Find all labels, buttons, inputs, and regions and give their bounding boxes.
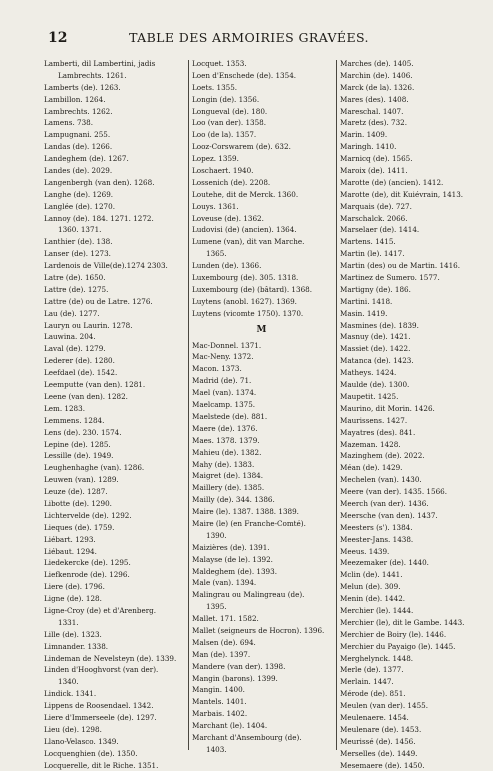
index-entry: Liere d'Immerseele (de). 1297. [44, 712, 157, 722]
index-entry: Meezemaker (de). 1440. [340, 558, 429, 568]
index-entry: Luxembourg (de). 305. 1318. [192, 273, 299, 283]
index-entry: Lamberts (de). 1263. [44, 82, 121, 92]
index-entry: Mazeman. 1428. [340, 439, 401, 449]
index-entry: Lippens de Roosendael. 1342. [44, 701, 154, 711]
index-entry: Massiet (de). 1422. [340, 344, 411, 354]
index-entry: Ludovisi (de) (ancien). 1364. [192, 225, 297, 235]
index-entry: Lamens. 738. [44, 118, 94, 128]
index-entry: Merselles (de). 1449. [340, 748, 418, 758]
index-entry: Marbais. 1402. [192, 709, 248, 719]
index-entry: Masmines (de). 1839. [340, 320, 419, 330]
index-entry: Maire (le). 1387. 1388. 1389. [192, 507, 299, 517]
index-entry: Lauwina. 204. [44, 332, 96, 342]
index-entry: Mayatres (des). 841. [340, 427, 416, 437]
index-entry: Linden d'Hooghvorst (van der). [44, 665, 159, 675]
index-entry: Martens. 1415. [340, 237, 396, 247]
index-entry: Matanca (de). 1423. [340, 356, 414, 366]
index-entry: Melun (de). 309. [340, 582, 401, 592]
index-entry: Meere (van der). 1435. 1566. [340, 487, 448, 497]
index-entry: Loets. 1355. [192, 82, 238, 92]
index-entry-continuation: 1331. [58, 617, 79, 627]
index-entry: Lamberti, dil Lambertini, jadis [44, 59, 156, 68]
index-entry: Liébaut. 1294. [44, 546, 97, 556]
index-entry: Lieu (de). 1298. [44, 724, 102, 734]
index-entry: Langlée (de). 1270. [44, 201, 115, 211]
index-entry: Merchier (le). 1444. [340, 605, 414, 615]
index-entry: Marschalck. 2066. [340, 213, 408, 223]
index-entry: Marck (de la). 1326. [340, 82, 415, 92]
index-entry: Liedekercke (de). 1295. [44, 558, 131, 568]
index-entry: Lattre (de) ou de Latre. 1276. [44, 296, 153, 306]
index-entry: Mahy (de). 1383. [192, 459, 255, 469]
index-entry: Mangin (barons). 1399. [192, 673, 278, 683]
index-entry: Leefdael (de). 1542. [44, 368, 118, 378]
index-entry: Meurissé (de). 1456. [340, 736, 416, 746]
index-entry: Maretz (des). 732. [340, 118, 408, 128]
index-entry: Maroix (de). 1411. [340, 166, 408, 176]
index-entry: Marquais (de). 727. [340, 201, 412, 211]
index-entry: Martin (le). 1417. [340, 249, 405, 259]
index-entry: Mandere (van der). 1398. [192, 661, 286, 671]
index-entry: Lambillon. 1264. [44, 94, 106, 104]
index-entry: Lunden (de). 1366. [192, 261, 262, 271]
index-entry: Male (van). 1394. [192, 578, 257, 588]
index-entry: Lille (de). 1323. [44, 629, 102, 639]
index-entry: Laval (de). 1279. [44, 344, 106, 354]
index-entry: Merlain. 1447. [340, 677, 394, 687]
index-entry: Lem. 1283. [44, 403, 85, 413]
index-entry: Martinez de Sumero. 1577. [340, 273, 440, 283]
index-entry-continuation: 1390. [206, 530, 227, 540]
index-entry: Maelcamp. 1375. [192, 400, 256, 410]
index-entry: Libotte (de). 1290. [44, 498, 112, 508]
index-entry: Lumene (van), dit van Marche. [192, 237, 305, 247]
index-entry: Loo (de la). 1357. [192, 130, 257, 140]
index-entry: Lardenois de Ville(de).1274 2303. [44, 261, 168, 271]
index-entry: Loveuse (de). 1362. [192, 213, 264, 223]
index-columns [44, 58, 468, 770]
index-entry: Marotte (de) (ancien). 1412. [340, 177, 444, 187]
index-entry: Man (de). 1397. [192, 649, 251, 659]
index-entry: Longueval (de). 180. [192, 106, 268, 116]
index-entry: Mantels. 1401. [192, 697, 247, 707]
index-entry: Lau (de). 1277. [44, 308, 100, 318]
index-entry: Marselaer (de). 1414. [340, 225, 420, 235]
index-entry: Maes. 1378. 1379. [192, 435, 260, 445]
index-entry: Madrid (de). 71. [192, 376, 252, 386]
index-entry: Mclin (de). 1441. [340, 570, 403, 580]
index-entry: Marchin (de). 1406. [340, 70, 413, 80]
index-entry: Maizières (de). 1391. [192, 542, 270, 552]
index-entry: Loen d'Enschede (de). 1354. [192, 70, 297, 80]
index-entry-continuation: 1365. [206, 249, 227, 259]
index-entry: Merghelynck. 1448. [340, 653, 414, 663]
index-entry: Landeghem (de). 1267. [44, 154, 129, 164]
index-entry: Lambrechts. 1262. [44, 106, 113, 116]
index-entry: Mallet. 171. 1582. [192, 614, 259, 624]
index-entry: Merchier de Boiry (le). 1446. [340, 629, 447, 639]
index-entry-continuation: 1360. 1371. [58, 225, 102, 235]
index-entry: Mérode (de). 851. [340, 689, 406, 699]
index-entry: Maigret (de). 1384. [192, 471, 264, 481]
index-entry: Maldeghem (de). 1393. [192, 566, 277, 576]
page-title: TABLE DES ARMOIRIES GRAVÉES. [129, 30, 369, 45]
index-entry: Macon. 1373. [192, 364, 242, 374]
index-entry: Maurino, dit Morin. 1426. [340, 403, 435, 413]
index-entry: Leene (van den). 1282. [44, 391, 128, 401]
index-entry: Mac-Neny. 1372. [192, 352, 254, 362]
index-entry: Luytens (vicomte 1750). 1370. [192, 308, 304, 318]
index-entry: Marnicq (de). 1565. [340, 154, 413, 164]
index-entry: Menin (de). 1442. [340, 594, 406, 604]
index-entry: Lauryn ou Laurin. 1278. [44, 320, 133, 330]
column-divider [188, 60, 189, 750]
index-entry: Maupetit. 1425. [340, 391, 399, 401]
index-entry: Lampugnani. 255. [44, 130, 111, 140]
index-entry-continuation: 1403. [206, 744, 227, 754]
index-entry: Lieques (de). 1759. [44, 522, 115, 532]
index-entry: Langenbergh (van den). 1268. [44, 177, 155, 187]
index-entry: Maillery (de). 1385. [192, 483, 265, 493]
index-entry: Leemputte (van den). 1281. [44, 380, 146, 390]
index-entry: Meerch (van der). 1436. [340, 498, 429, 508]
index-entry: Lanthier (de). 138. [44, 237, 113, 247]
index-entry: Malsen (de). 694. [192, 637, 256, 647]
index-entry: Mesemaere (de). 1450. [340, 760, 425, 770]
index-entry: Lens (de). 230. 1574. [44, 427, 122, 437]
index-entry: Merle (de). 1377. [340, 665, 404, 675]
index-entry: Maere (de). 1376. [192, 423, 258, 433]
index-entry: Lanser (de). 1273. [44, 249, 111, 259]
index-entry: Leuwen (van). 1289. [44, 475, 119, 485]
index-entry: Meesters (s'). 1384. [340, 522, 413, 532]
index-entry: Meulenaere. 1454. [340, 712, 409, 722]
index-entry: Marin. 1409. [340, 130, 388, 140]
index-entry: Marches (de). 1405. [340, 59, 414, 68]
index-entry: Loschaert. 1940. [192, 166, 254, 176]
index-entry: Marchant (le). 1404. [192, 721, 268, 731]
index-entry: Lattre (de). 1275. [44, 284, 109, 294]
index-entry: Meeus. 1439. [340, 546, 390, 556]
index-entry: Marotte (de), dit Kuiévrain, 1413. [340, 189, 464, 199]
index-entry: Malingrau ou Malingreau (de). [192, 590, 305, 600]
index-entry: Locquet. 1353. [192, 59, 247, 68]
index-entry: Locquenghien (de). 1350. [44, 748, 138, 758]
index-entry: Liefkenrode (de). 1296. [44, 570, 130, 580]
index-column-1 [44, 58, 184, 770]
index-entry: Ligne (de). 128. [44, 594, 102, 604]
index-column-3 [340, 58, 468, 770]
index-entry: Ligne-Croy (de) et d'Arenberg. [44, 605, 157, 615]
section-letter-heading: M [256, 324, 268, 335]
index-entry: Mac-Donnel. 1371. [192, 340, 262, 350]
index-entry: Landes (de). 2029. [44, 166, 113, 176]
index-entry: Lessille (de). 1949. [44, 451, 114, 461]
index-entry-continuation: 1340. [58, 677, 79, 687]
index-entry: Matheys. 1424. [340, 368, 397, 378]
index-entry: Landas (de). 1266. [44, 142, 113, 152]
index-entry: Leughenhaghe (van). 1286. [44, 463, 145, 473]
index-entry: Louys. 1361. [192, 201, 239, 211]
index-entry: Lossenich (de). 2208. [192, 177, 271, 187]
index-entry: Mallet (seigneurs de Hocron). 1396. [192, 625, 325, 635]
index-entry: Mangin. 1400. [192, 685, 245, 695]
index-entry: Meersche (van den). 1437. [340, 510, 438, 520]
index-entry: Masnuy (de). 1421. [340, 332, 411, 342]
index-entry: Maelstede (de). 881. [192, 411, 268, 421]
index-entry: Mazinghem (de). 2022. [340, 451, 425, 461]
index-entry: Lemmens. 1284. [44, 415, 105, 425]
index-entry: Mares (des). 1408. [340, 94, 409, 104]
index-entry: Martini. 1418. [340, 296, 393, 306]
index-entry-continuation: 1395. [206, 602, 227, 612]
index-entry: Langhe (de). 1269. [44, 189, 114, 199]
index-entry: Maulde (de). 1300. [340, 380, 410, 390]
index-entry: Locquerelle, dit le Riche. 1351. [44, 760, 159, 770]
index-entry: Marchant d'Ansembourg (de). [192, 732, 302, 742]
index-entry: Lopez. 1359. [192, 154, 239, 164]
index-entry: Mechelen (van). 1430. [340, 475, 422, 485]
column-divider [336, 60, 337, 750]
index-entry: Lichtervelde (de). 1292. [44, 510, 132, 520]
index-entry: Llano-Velasco. 1349. [44, 736, 119, 746]
index-entry: Meester-Jans. 1438. [340, 534, 414, 544]
index-entry: Maringh. 1410. [340, 142, 397, 152]
index-entry: Lannoy (de). 184. 1271. 1272. [44, 213, 154, 223]
index-entry: Masin. 1419. [340, 308, 388, 318]
index-entry-continuation: Lambrechts. 1261. [58, 70, 127, 80]
index-entry: Mahieu (de). 1382. [192, 447, 262, 457]
index-entry: Loutehe, dit de Merck. 1360. [192, 189, 299, 199]
index-entry: Méan (de). 1429. [340, 463, 403, 473]
index-entry: Longin (de). 1356. [192, 94, 260, 104]
index-entry: Mailly (de). 344. 1386. [192, 495, 275, 505]
index-entry: Martigny (de). 186. [340, 284, 411, 294]
index-entry: Mael (van). 1374. [192, 388, 257, 398]
index-entry: Luytens (anobl. 1627). 1369. [192, 296, 297, 306]
page-header [32, 30, 466, 46]
index-entry: Limnander. 1338. [44, 641, 109, 651]
index-entry: Malayse (de le). 1392. [192, 554, 273, 564]
index-entry: Liere (de). 1796. [44, 582, 105, 592]
index-entry: Martin (des) ou de Martin. 1416. [340, 261, 461, 271]
index-entry: Looz-Corswarem (de). 632. [192, 142, 291, 152]
index-entry: Luxembourg (de) (bâtard). 1368. [192, 284, 313, 294]
index-entry: Latre (de). 1650. [44, 273, 106, 283]
index-entry: Merchier du Payaigo (le). 1445. [340, 641, 456, 651]
index-entry: Leuze (de). 1287. [44, 487, 108, 497]
index-entry: Lindick. 1341. [44, 689, 97, 699]
index-entry: Merchier (le), dit le Gambe. 1443. [340, 617, 465, 627]
page-number: 12 [48, 30, 68, 46]
index-entry: Mareschal. 1407. [340, 106, 404, 116]
index-entry: Lederer (de). 1280. [44, 356, 115, 366]
index-entry: Lepine (de). 1285. [44, 439, 111, 449]
index-entry: Loo (van der). 1358. [192, 118, 267, 128]
index-entry: Lindeman de Nevelsteyn (de). 1339. [44, 653, 177, 663]
index-entry: Liébart. 1293. [44, 534, 96, 544]
index-entry: Maurissens. 1427. [340, 415, 408, 425]
index-column-2 [192, 58, 332, 758]
index-entry: Meulenare (de). 1453. [340, 724, 422, 734]
index-entry: Maire (le) (en Franche-Comté). [192, 518, 306, 528]
index-entry: Meulen (van der). 1455. [340, 701, 429, 711]
